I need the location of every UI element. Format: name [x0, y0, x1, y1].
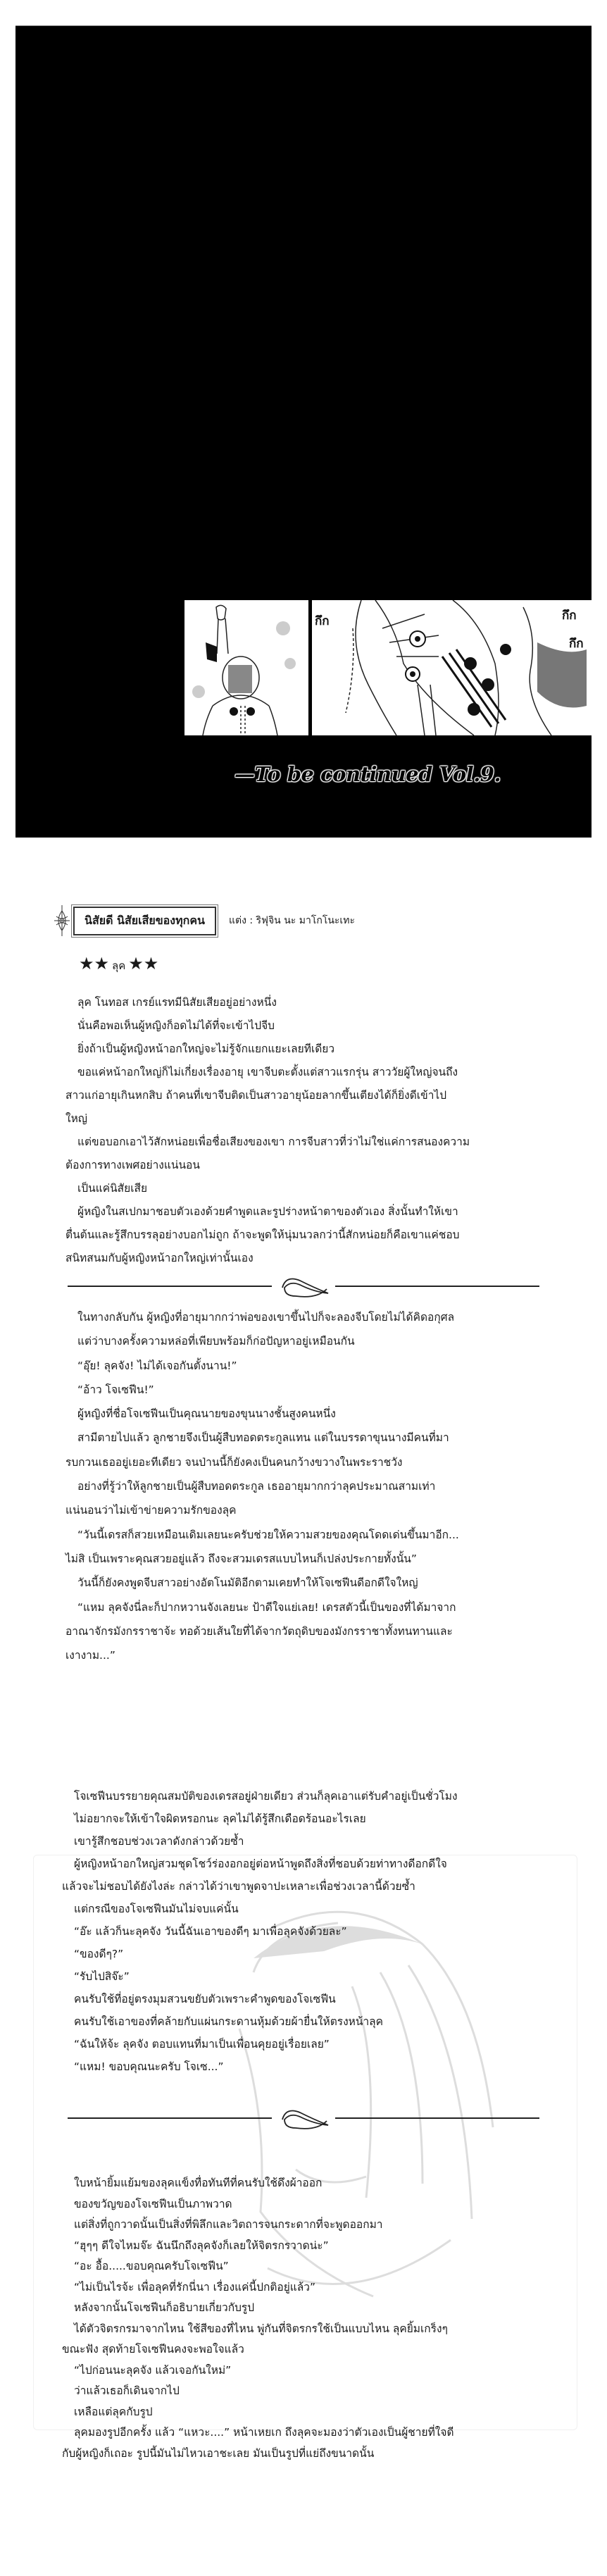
chapter-heading: [79, 954, 158, 974]
paragraph-line: อาณาจักรมังกรราชาจ้ะ ทอด้วยเส้นใยที่ได้จากวัตถุดิบของมังกรราชาทั้งทนทานและ: [65, 1624, 453, 1638]
star-icon: ★★: [128, 954, 159, 973]
paragraph-line: “แหม ลุคจังนี่ละก็ปากหวานจังเลยนะ ป้าดีใจแย่เลย! เดรสตัวนี้เป็นของที่ได้มาจาก: [77, 1600, 456, 1614]
paragraph-line: เขารู้สึกชอบช่วงเวลาดังกล่าวด้วยซ้ำ: [74, 1835, 244, 1848]
paragraph-line: ขณะฟัง สุดท้ายโจเซฟีนคงจะพอใจแล้ว: [62, 2343, 244, 2356]
paragraph-line: “ของดีๆ?”: [74, 1948, 124, 1960]
paragraph-line: “อุ๊ย! ลุคจัง! ไม่ได้เจอกันตั้งนาน!”: [77, 1359, 237, 1372]
paragraph-line: แน่นอนว่าไม่เข้าข่ายความรักของลุค: [65, 1504, 237, 1517]
paragraph-line: “ไม่เป็นไรจ้ะ เพื่อลุคที่รักนี่นา เรื่องแค่นี้ปกติอยู่แล้ว”: [74, 2280, 316, 2294]
chapter-name: ลุค: [112, 959, 126, 972]
paragraph-line: ต้องการทางเพศอย่างแน่นอน: [65, 1159, 200, 1171]
paragraph-line: แต่สิ่งที่ถูกวาดนั้นเป็นสิ่งที่พิลึกและวิตถารจนกระดากที่จะพูดออกมา: [74, 2218, 383, 2231]
paragraph-line: ในทางกลับกัน ผู้หญิงที่อายุมากกว่าพ่อของเขาขึ้นไปก็จะลองจีบโดยไม่ได้คิดอกุศล: [77, 1311, 455, 1324]
sound-effect-text: กึก: [315, 614, 330, 628]
paragraph-line: นั่นคือพอเห็นผู้หญิงก็อดไม่ได้ที่จะเข้าไปจีบ: [77, 1019, 275, 1032]
manga-panel-right: [312, 600, 592, 735]
paragraph-line: “อ้าว โจเซฟีน!”: [77, 1383, 154, 1396]
paragraph-line: เป็นแค่นิสัยเสีย: [77, 1182, 148, 1195]
paragraph-line: เงางาม...”: [65, 1649, 115, 1662]
paragraph-line: หลังจากนั้นโจเซฟีนก็อธิบายเกี่ยวกับรูป: [74, 2301, 255, 2314]
manga-panel-left: [184, 600, 308, 735]
story-section: [62, 2173, 454, 2464]
paragraph-line: สาวแก่อายุเกินหกสิบ ถ้าคนที่เขาจีบติดเป็นสาวอายุน้อยลากขึ้นเตียงได้ก็ยิ่งดีเข้าไป: [65, 1089, 447, 1102]
paragraph-line: “ไปก่อนนะลุคจัง แล้วเจอกันใหม่”: [74, 2363, 232, 2377]
sound-effect-text: กึก: [562, 609, 577, 623]
paragraph-line: ใบหน้ายิ้มแย้มของลุคแข็งทื่อทันทีที่คนรับใช้ดึงผ้าออก: [74, 2177, 323, 2189]
paragraph-line: ลุค โนทอส เกรย์แรทมีนิสัยเสียอยู่อย่างหนึ่ง: [77, 996, 277, 1009]
story-section: [65, 1305, 459, 1667]
paragraph-line: “รับไปสิจ๊ะ”: [74, 1970, 130, 1983]
paragraph-line: ไม่สิ เป็นเพราะคุณสวยอยู่แล้ว ถึงจะสวมเดรสแบบไหนก็เปล่งประกายทั้งนั้น”: [65, 1552, 417, 1565]
paragraph-line: “แหม! ขอบคุณนะครับ โจเซ...”: [74, 2060, 224, 2073]
star-icon: ★★: [79, 954, 110, 973]
paragraph-line: ลุคมองรูปอีกครั้ง แล้ว “แหวะ....” หน้าเหยเก ถึงลุคจะมองว่าตัวเองเป็นผู้ชายที่ใจดี: [74, 2426, 454, 2439]
paragraph-line: ยิ่งถ้าเป็นผู้หญิงหน้าอกใหญ่จะไม่รู้จักแยกแยะเลยทีเดียว: [77, 1043, 335, 1055]
paragraph-line: ใหญ่: [65, 1112, 87, 1125]
paragraph-line: กับผู้หญิงก็เถอะ รูปนี้มันไม่ไหวเอาชะเลย มันเป็นรูปที่แย่ถึงขนาดนั้น: [62, 2446, 375, 2460]
paragraph-line: แต่กรณีของโจเซฟีนมันไม่จบแค่นั้น: [74, 1903, 239, 1915]
paragraph-line: คนรับใช้ที่อยู่ตรงมุมสวนขยับตัวเพราะคำพูดของโจเซฟีน: [74, 1993, 336, 2005]
paragraph-line: “อ๊ะ แล้วก็นะลุคจัง วันนี้ฉันเอาของดีๆ มาเพื่อลุคจังด้วยละ”: [74, 1925, 347, 1938]
paragraph-line: สนิทสนมกับผู้หญิงหน้าอกใหญ่เท่านั้นเอง: [65, 1252, 254, 1264]
paragraph-line: ของขวัญของโจเซฟีนเป็นภาพวาด: [74, 2197, 232, 2210]
paragraph-line: ได้ตัวจิตรกรมาจากไหน ใช้สีของที่ไหน พู่กันที่จิตรกรใช้เป็นแบบไหน ลุคยิ้มเกร็งๆ: [74, 2322, 448, 2335]
flourish-divider: [68, 2104, 539, 2132]
paragraph-line: ผู้หญิงที่ชื่อโจเซฟีนเป็นคุณนายของขุนนางชั้นสูงคนหนึ่ง: [77, 1407, 336, 1421]
story-title: นิสัยดี นิสัยเสียของทุกคน: [73, 907, 216, 935]
paragraph-line: ไม่อยากจะให้เข้าใจผิดหรอกนะ ลุคไม่ได้รู้สึกเดือดร้อนอะไรเลย: [74, 1812, 366, 1825]
paragraph-line: วันนี้ก็ยังคงพูดจีบสาวอย่างอัตโนมัติอีกตามเคยทำให้โจเซฟีนดีอกดีใจใหญ่: [77, 1576, 418, 1590]
flourish-divider: [68, 1272, 539, 1300]
manga-page: [15, 25, 592, 838]
character-raising-fist-illustration: [184, 600, 308, 735]
paragraph-line: คนรับใช้เอาของที่คล้ายกับแผ่นกระดานหุ้มด้วยผ้ายื่นให้ตรงหน้าลุค: [74, 2015, 384, 2028]
paragraph-line: ผู้หญิงในสเปกมาชอบตัวเองด้วยคำพูดและรูปร่างหน้าตาของตัวเอง สิ่งนั้นทำให้เขา: [77, 1205, 458, 1218]
paragraph-line: “ฮุๆๆ ดีใจไหมจ๊ะ ฉันนึกถึงลุคจังก็เลยให้จิตรกรวาดน่ะ”: [74, 2239, 329, 2252]
paragraph-line: สามีตายไปแล้ว ลูกชายจึงเป็นผู้สืบทอดตระกูลแทน แต่ในบรรดาขุนนางมีคนที่มา: [77, 1431, 449, 1445]
paragraph-line: “ฉันให้จ้ะ ลุคจัง ตอบแทนที่มาเป็นเพื่อนคุยอยู่เรื่อยเลย”: [74, 2038, 330, 2051]
paragraph-line: “วันนี้เดรสก็สวยเหมือนเดิมเลยนะครับช่วยให้ความสวยของคุณโดดเด่นขึ้นมาอีก...: [77, 1528, 459, 1541]
paragraph-line: ว่าแล้วเธอก็เดินจากไป: [74, 2384, 180, 2397]
paragraph-line: เหลือแต่ลุคกับรูป: [74, 2405, 153, 2418]
paragraph-line: แต่ว่าบางครั้งความหล่อที่เพียบพร้อมก็ก่อปัญหาอยู่เหมือนกัน: [77, 1335, 355, 1348]
story-section: [62, 1785, 458, 2078]
paragraph-line: โจเซฟีนบรรยายคุณสมบัติของเดรสอยู่ฝ่ายเดียว ส่วนก็ลุคเอาแต่รับคำอยู่เป็นชั่วโมง: [74, 1790, 458, 1803]
paragraph-line: แล้วจะไม่ชอบได้ยังไงล่ะ กล่าวได้ว่าเขาพูดจาปะเหลาะเพื่อช่วงเวลานี้ด้วยซ้ำ: [62, 1880, 415, 1893]
paragraph-line: ตื่นต้นและรู้สึกบรรลุอย่างบอกไม่ถูก ถ้าจะพูดให้นุ่มนวลกว่านี้สักหน่อยก็คือเขาแค่ชอบ: [65, 1228, 460, 1241]
story-section: [65, 991, 470, 1270]
startled-character-illustration: [312, 600, 592, 735]
paragraph-line: “อะ อื้อ.....ขอบคุณครับโจเซฟีน”: [74, 2260, 229, 2272]
to-be-continued-caption: —To be continued Vol.9.: [234, 762, 501, 786]
ornament-icon: [53, 904, 71, 938]
paragraph-line: แต่ขอบอกเอาไว้สักหน่อยเพื่อชื่อเสียงของเขา การจีบสาวที่ว่าไม่ใช่แค่การสนองความ: [77, 1135, 470, 1148]
story-author: แต่ง : ริฟุจิน นะ มาโกโนะเทะ: [228, 915, 355, 926]
sound-effect-text: กึก: [569, 637, 584, 651]
story-header: [53, 904, 355, 938]
paragraph-line: รบกวนเธออยู่เยอะทีเดียว จนป่านนี้ก็ยังคงเป็นคนกว้างขวางในพระราชวัง: [65, 1455, 403, 1469]
paragraph-line: อย่างที่รู้ว่าให้ลูกชายเป็นผู้สืบทอดตระกูล เธออายุมากกว่าลุคประมาณสามเท่า: [77, 1480, 436, 1493]
paragraph-line: ผู้หญิงหน้าอกใหญ่สวมชุดโชว์ร่องอกอยู่ต่อหน้าพูดถึงสิ่งที่ชอบด้วยท่าทางดีอกดีใจ: [74, 1858, 447, 1870]
paragraph-line: ขอแค่หน้าอกใหญ่ก็ไม่เกี่ยงเรื่องอายุ เขาจีบตะตั้งแต่สาวแรกรุ่น สาววัยผู้ใหญ่จนถึง: [77, 1066, 458, 1078]
